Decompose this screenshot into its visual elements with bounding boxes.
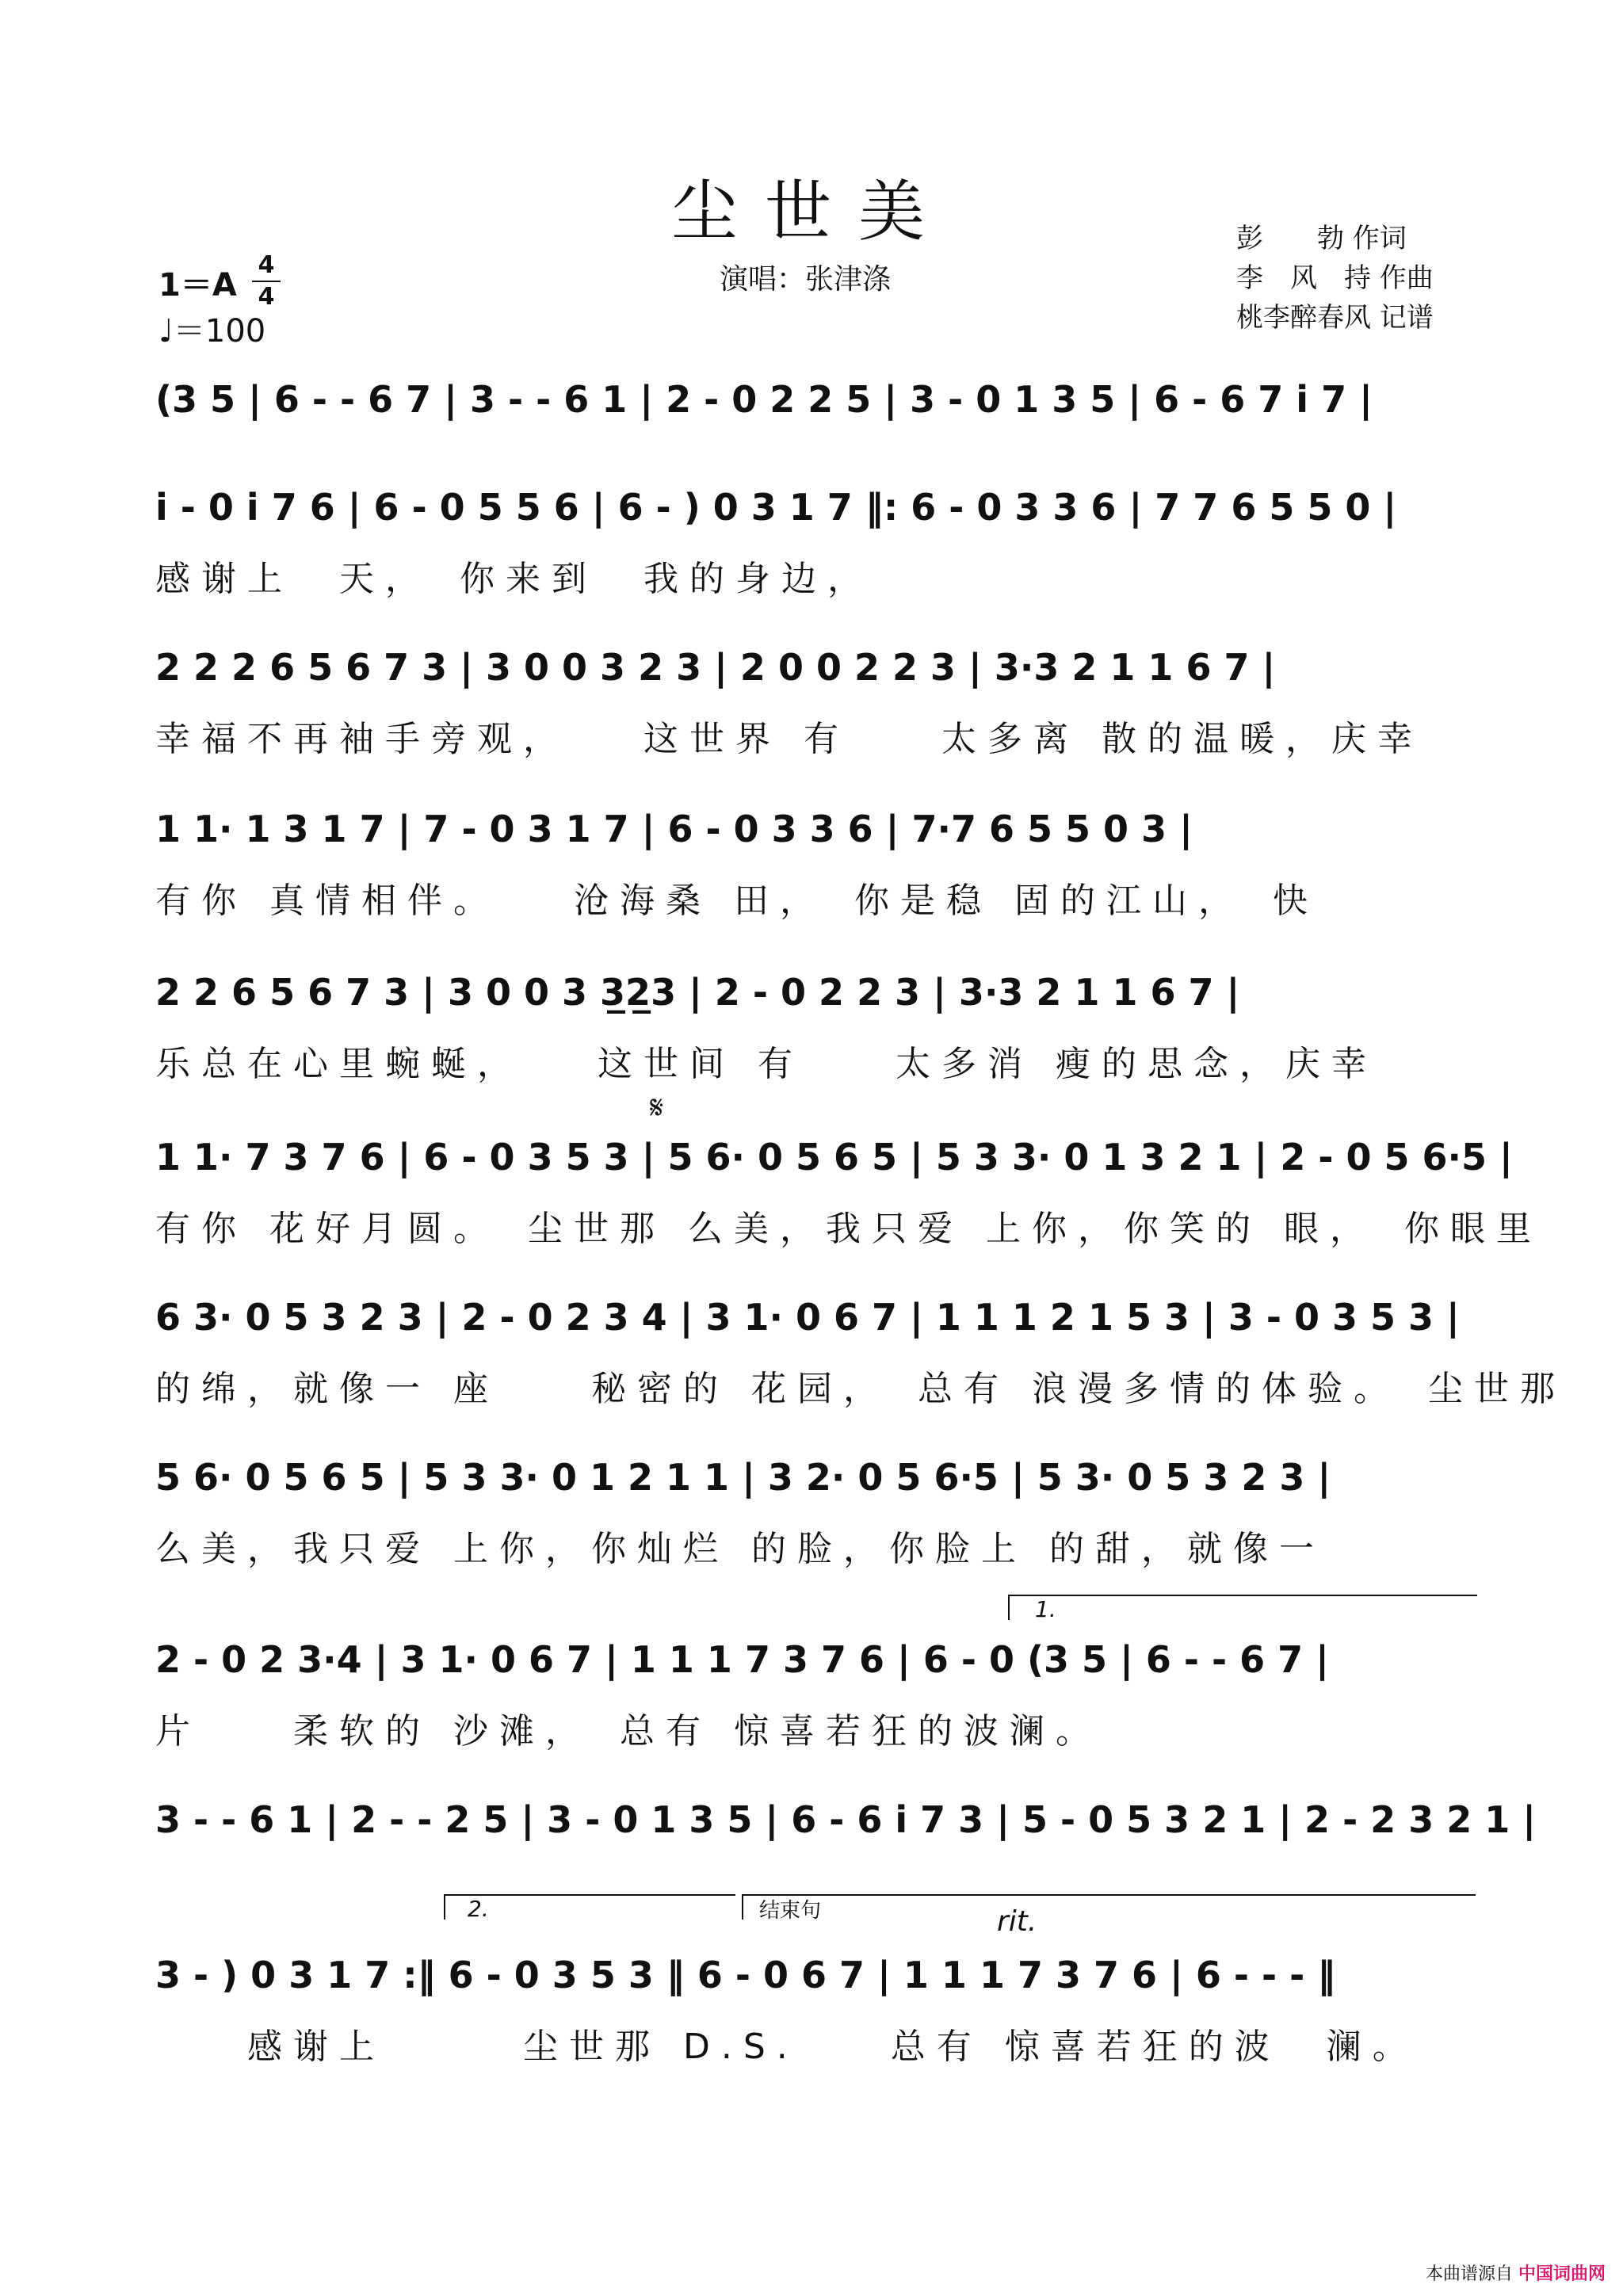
lyric-line: 片 柔软的 沙滩， 总有 惊喜若狂的波澜。 — [155, 1711, 1102, 1752]
lyric-line: 感谢上 天， 你来到 我的身边， — [155, 559, 873, 599]
footer-watermark — [1426, 2260, 1606, 2285]
first-ending-bracket — [1008, 1595, 1477, 1620]
notation-line: 5 6· 0 5 6 5 | 5 3 3· 0 1 2 1 1 | 3 2· 0 5 6·5 | 5 3· 0 5 3 2 3 | — [155, 1456, 1331, 1499]
notation-line: 1 1· 7 3 7 6 | 6 - 0 3 5 3 | 5 6· 0 5 6 5 | 5 3 3· 0 1 3 2 1 | 2 - 0 5 6·5 | — [155, 1136, 1513, 1179]
score-row — [155, 968, 1477, 1084]
first-ending-label: 1. — [1035, 1596, 1056, 1622]
notation-line: 3 - - 6 1 | 2 - - 2 5 | 3 - 0 1 3 5 | 6 - 6 i 7 3 | 5 - 0 5 3 2 1 | 2 - 2 3 2 1 | — [155, 1798, 1537, 1841]
key-signature: 1＝A — [158, 267, 237, 304]
lyricist-credit: 彭 勃 作词 — [1236, 223, 1407, 254]
score-row — [155, 1796, 1537, 1843]
notation-line: 1 1· 1 3 1 7 | 7 - 0 3 1 7 | 6 - 0 3 3 6 | 7·7 6 5 5 0 3 | — [155, 808, 1193, 850]
credits-block — [1236, 219, 1434, 338]
tempo-marking: ♩＝100 — [158, 313, 266, 350]
time-signature-bottom: 4 — [258, 283, 275, 311]
lyric-line: 有你 花好月圆。 尘世那 么美，我只爱 上你，你笑的 眼， 你眼里 — [155, 1209, 1542, 1249]
notation-line: i - 0 i 7 6 | 6 - 0 5 5 6 | 6 - ) 0 3 1 7 ‖: 6 - 0 3 3 6 | 7 7 6 5 5 0 | — [155, 486, 1397, 529]
lyric-line: 么美，我只爱 上你，你灿烂 的脸，你脸上 的甜，就像一 — [155, 1529, 1325, 1569]
singer-credit: 演唱：张津涤 — [720, 263, 892, 296]
lyric-line: 幸福不再袖手旁观， 这世界 有 太多离 散的温暖，庆幸 — [155, 719, 1423, 759]
score-row — [155, 1293, 1566, 1409]
notation-line: 2 2 2 6 5 6 7 3 | 3 0 0 3 2 3 | 2 0 0 2 2 3 | 3·3 2 1 1 6 7 | — [155, 646, 1276, 689]
second-ending-label: 2. — [468, 1896, 489, 1922]
transcriber-credit: 桃李醉春风 记谱 — [1236, 302, 1434, 334]
footer-site: 中国词曲网 — [1518, 2264, 1606, 2284]
score-row — [155, 1454, 1477, 1569]
ritardando-marking: rit. — [997, 1905, 1037, 1938]
footer-source: 本曲谱源自 — [1425, 2264, 1513, 2284]
notation-line: 6 3· 0 5 3 2 3 | 2 - 0 2 3 4 | 3 1· 0 6 7 | 1 1 1 2 1 5 3 | 3 - 0 3 5 3 | — [155, 1296, 1460, 1339]
score-row — [155, 805, 1477, 921]
lyric-line: 有你 真情相伴。 沧海桑 田， 你是稳 固的江山， 快 — [155, 881, 1319, 921]
score-row — [155, 1951, 1477, 2067]
notation-line: (3 5 | 6 - - 6 7 | 3 - - 6 1 | 2 - 0 2 2 5 | 3 - 0 1 3 5 | 6 - 6 7 i 7 | — [155, 378, 1373, 421]
time-signature-top: 4 — [258, 251, 275, 279]
score-row — [155, 1636, 1477, 1752]
lyric-line: 感谢上 尘世那 D.S. 总有 惊喜若狂的波 澜。 — [155, 2027, 1419, 2067]
song-title: 尘世美 — [670, 173, 952, 250]
composer-credit: 李 风 持 作曲 — [1236, 262, 1434, 294]
time-signature — [252, 252, 281, 311]
notation-line: 2 - 0 2 3·4 | 3 1· 0 6 7 | 1 1 1 7 3 7 6 | 6 - 0 (3 5 | 6 - - 6 7 | — [155, 1638, 1329, 1681]
lyric-line: 乐总在心里蜿蜒， 这世间 有 太多消 瘦的思念，庆幸 — [155, 1044, 1377, 1084]
score-row — [155, 644, 1477, 759]
notation-line: 2 2 6 5 6 7 3 | 3 0 0 3 3̲2̲3 | 2 - 0 2 2 3 | 3·3 2 1 1 6 7 | — [155, 971, 1240, 1014]
notation-line: 3 - ) 0 3 1 7 :‖ 6 - 0 3 5 3 ‖ 6 - 0 6 7 | 1 1 1 7 3 7 6 | 6 - - - ‖ — [155, 1954, 1336, 1996]
score-row — [155, 483, 1477, 599]
lyric-line: 的绵，就像一 座 秘密的 花园， 总有 浪漫多情的体验。 尘世那 — [155, 1369, 1566, 1409]
second-ending-bracket — [444, 1894, 735, 1920]
score-row — [155, 1133, 1542, 1249]
ending-phrase-label: 结束句 — [759, 1899, 822, 1923]
segno-sign: 𝄋 — [650, 1090, 664, 1126]
score-row — [155, 376, 1477, 423]
